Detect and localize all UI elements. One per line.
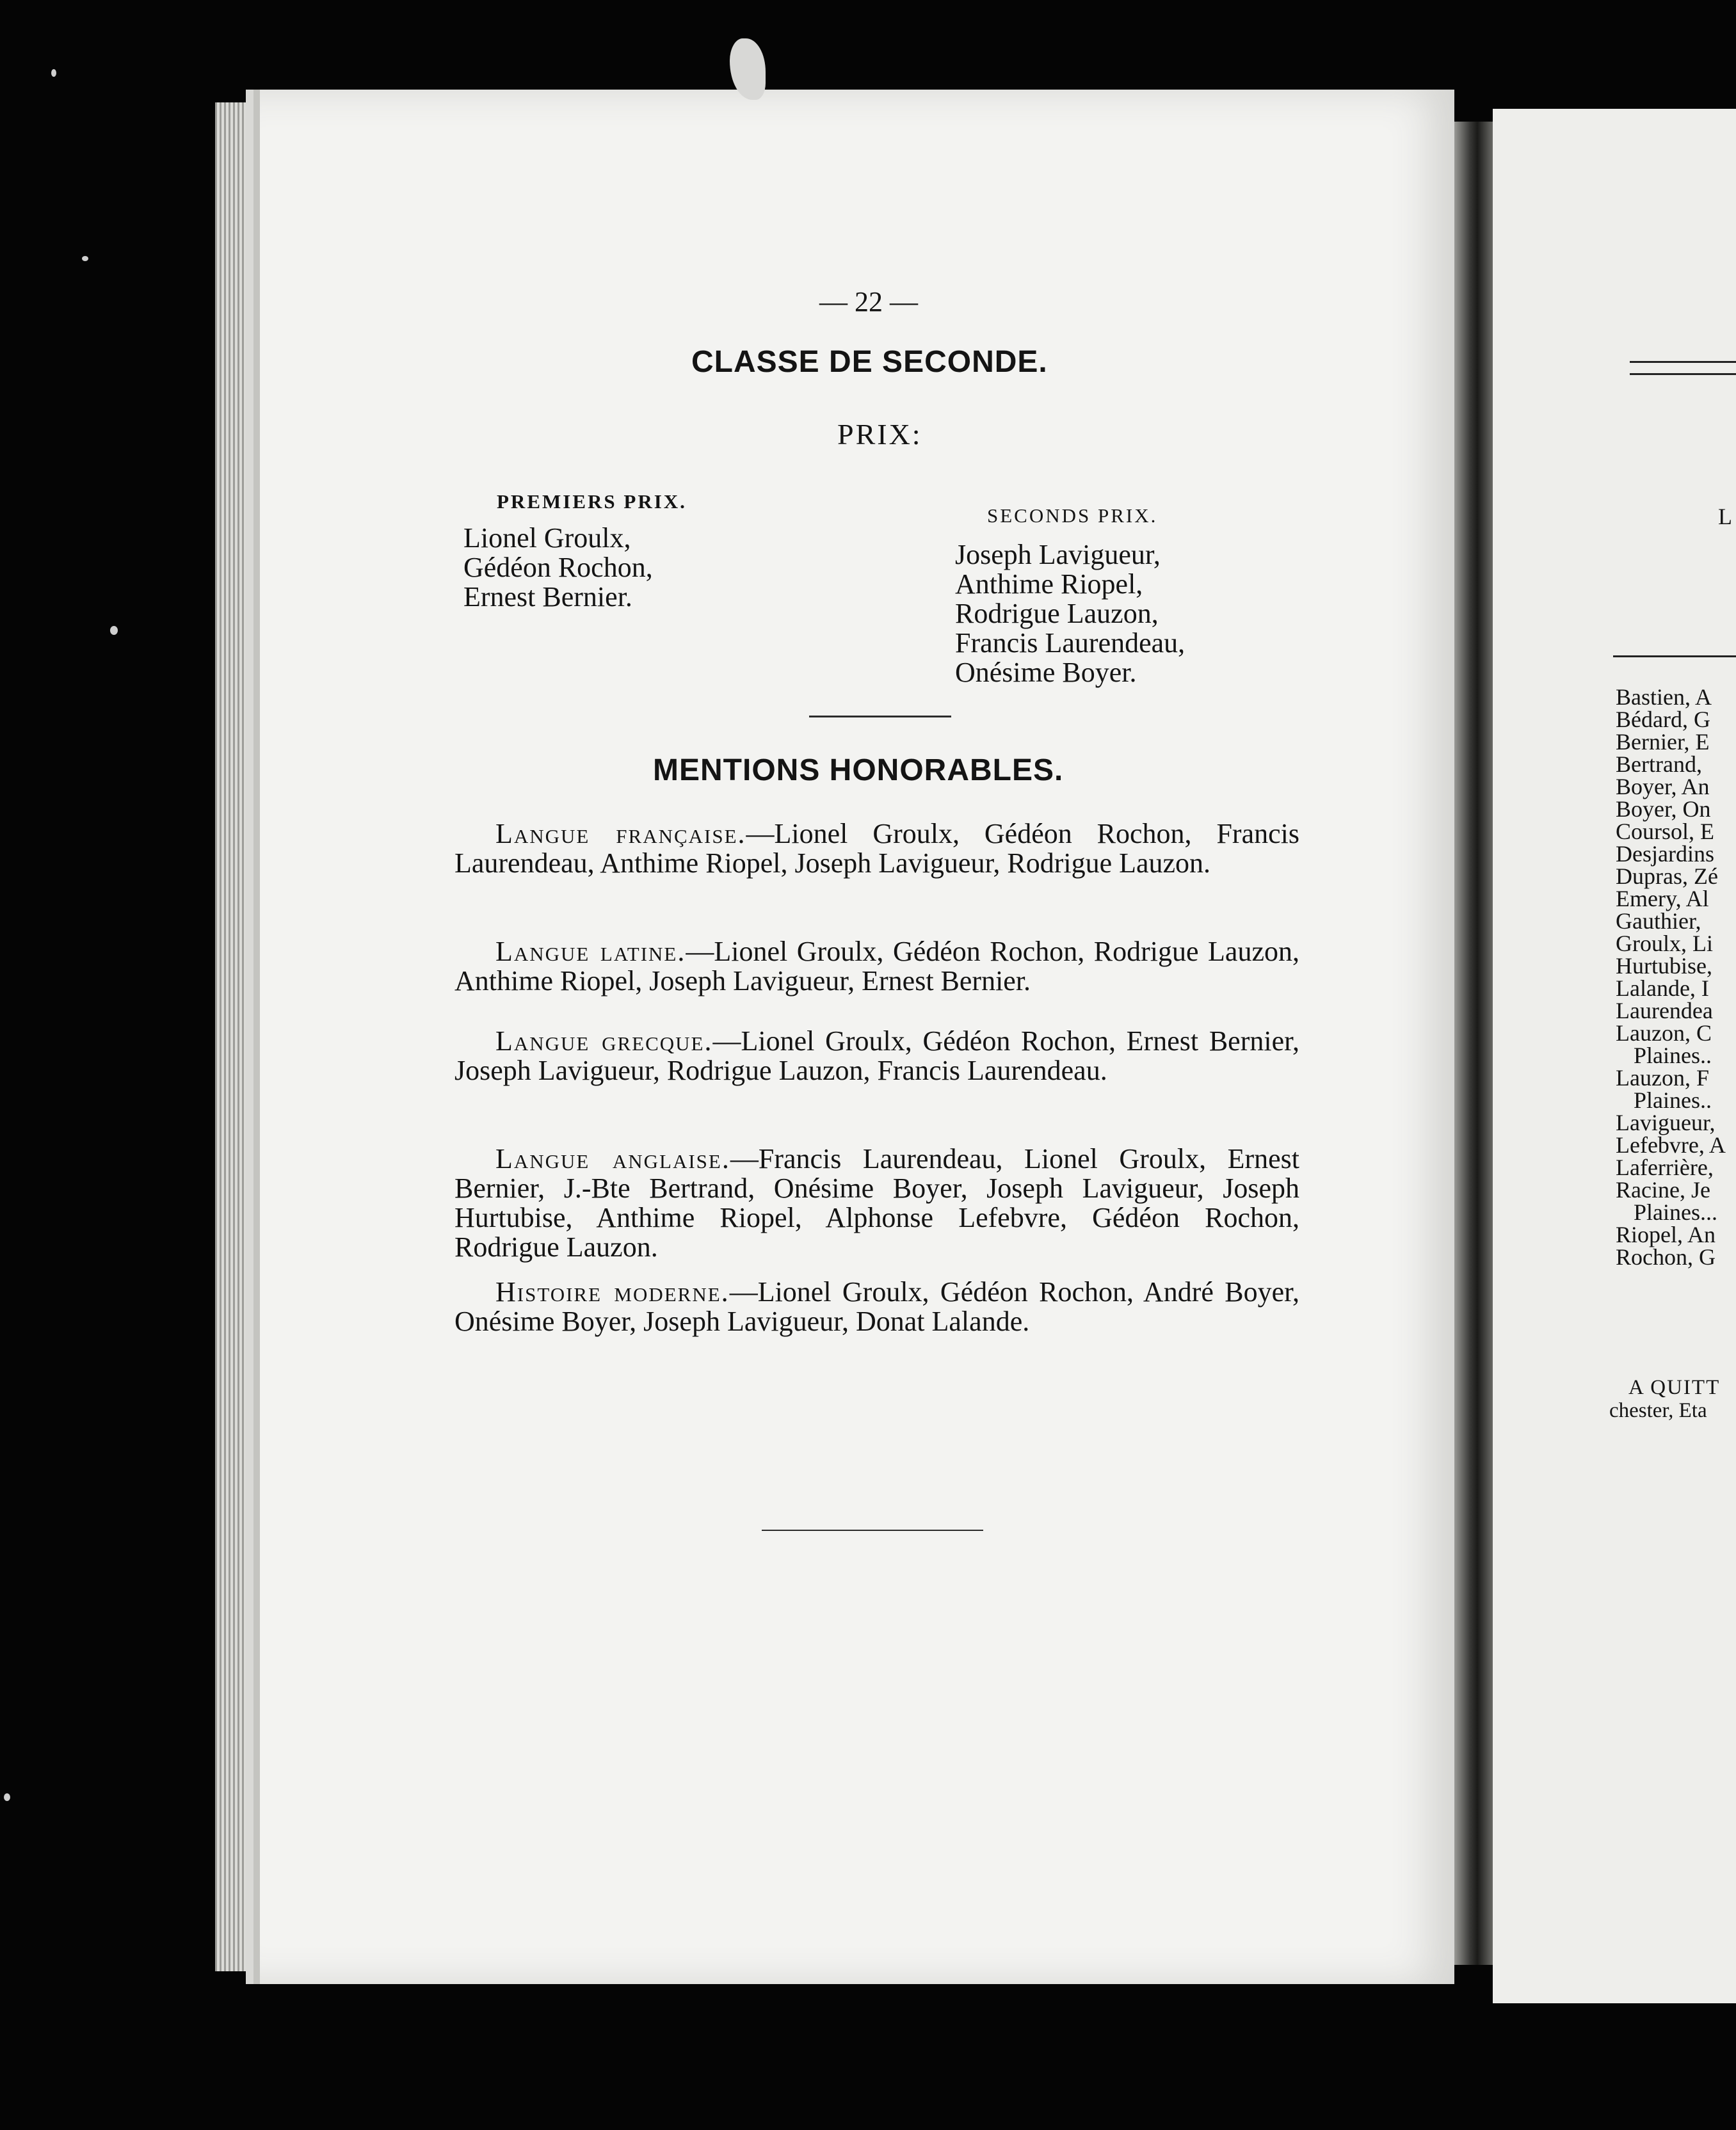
list-item: Ernest Bernier. [463,581,632,613]
mention-names: —Lionel Groulx, Gédéon Rochon, André Boyer, Onésime Boyer, Joseph Lavigueur, Donat Lalande. [454,1276,1299,1337]
right-page-name-list [1616,686,1736,1269]
premiers-prix-list [463,524,653,612]
scan-speck [51,69,56,77]
mention-paragraph-history [454,1277,1299,1336]
list-item: Plaines... [1634,1199,1717,1225]
list-item: Lefebvre, A [1616,1132,1726,1158]
list-item: Lavigueur, [1616,1110,1716,1135]
premiers-prix-heading: PREMIERS PRIX. [497,490,687,513]
mentions-title: MENTIONS HONORABLES. [653,753,1064,787]
list-item: Bertrand, [1616,751,1702,777]
footer-line: A QUITT [1628,1376,1721,1399]
prizes-title: PRIX: [837,418,922,451]
page-edge-stack [215,102,246,1971]
mention-paragraph-french [454,819,1299,878]
scan-speck [82,256,88,261]
list-item: Hurtubise, [1616,953,1712,979]
mention-subject: Langue française. [495,818,746,849]
mention-subject: Histoire moderne. [495,1276,730,1308]
mention-subject: Langue anglaise. [495,1143,730,1174]
mention-subject: Langue latine. [495,936,686,967]
list-item: Emery, Al [1616,886,1709,911]
seconds-prix-list [955,540,1185,687]
list-item: Racine, Je [1616,1177,1710,1203]
list-item: Boyer, On [1616,796,1711,822]
list-item: Plaines.. [1634,1043,1712,1068]
list-item: Rochon, G [1616,1244,1716,1269]
mention-names: —Francis Laurendeau, Lionel Groulx, Ernest Bernier, J.-Bte Bertrand, Onésime Boyer, Joseph Lavigueur, Joseph Hurtubise, Anthime Riopel, Alphonse Lefebvre, Gédéon Rochon, Rodrigue Lauzon. [454,1143,1299,1263]
list-item: Rodrigue Lauzon, [955,598,1159,629]
seconds-prix-heading: SECONDS PRIX. [987,504,1158,527]
list-item: Lauzon, F [1616,1065,1709,1091]
scan-speck [4,1793,10,1801]
list-item: Joseph Lavigueur, [955,539,1161,570]
list-item: Gédéon Rochon, [463,552,653,583]
book-gutter [1454,122,1493,1965]
mention-paragraph-greek [454,1027,1299,1085]
list-item: Lalande, I [1616,975,1709,1001]
right-page-divider [1613,655,1736,657]
list-item: Desjardins [1616,841,1714,867]
mention-paragraph-english [454,1144,1299,1262]
list-item: Bernier, E [1616,729,1710,755]
mention-names: —Lionel Groulx, Gédéon Rochon, Rodrigue Lauzon, Anthime Riopel, Joseph Lavigueur, Ernest Bernier. [454,936,1299,997]
list-item: Coursol, E [1616,819,1715,844]
section-divider [809,716,951,717]
footer-line: chester, Eta [1609,1399,1707,1422]
list-item: Onésime Boyer. [955,657,1137,688]
list-item: Lauzon, C [1616,1020,1712,1046]
class-title: CLASSE DE SECONDE. [691,345,1048,379]
list-item: Plaines.. [1634,1087,1712,1113]
scan-speck [110,626,118,635]
list-item: Anthime Riopel, [955,568,1143,600]
list-item: Laurendea [1616,998,1713,1023]
list-item: Bédard, G [1616,707,1710,732]
page-number: — 22 — [819,286,918,317]
mention-names: —Lionel Groulx, Gédéon Rochon, Francis Laurendeau, Anthime Riopel, Joseph Lavigueur, Rodrigue Lauzon. [454,818,1299,879]
right-page-footer [1609,1376,1736,1422]
list-item: Boyer, An [1616,774,1710,799]
list-item: Riopel, An [1616,1222,1716,1247]
mention-subject: Langue grecque. [495,1025,713,1057]
list-item: Laferrière, [1616,1155,1714,1180]
list-item: Groulx, Li [1616,931,1713,956]
end-divider [762,1530,983,1531]
list-item: Gauthier, [1616,908,1701,934]
list-item: Bastien, A [1616,686,1712,710]
list-item: Lionel Groulx, [463,522,631,554]
list-item: Dupras, Zé [1616,863,1718,889]
right-page-double-rule [1630,361,1736,375]
mention-paragraph-latin [454,937,1299,996]
list-item: Francis Laurendeau, [955,627,1185,659]
mention-names: —Lionel Groulx, Gédéon Rochon, Ernest Bernier, Joseph Lavigueur, Rodrigue Lauzon, Francis Laurendeau. [454,1025,1299,1086]
right-page-heading-fragment: L [1718,504,1732,529]
